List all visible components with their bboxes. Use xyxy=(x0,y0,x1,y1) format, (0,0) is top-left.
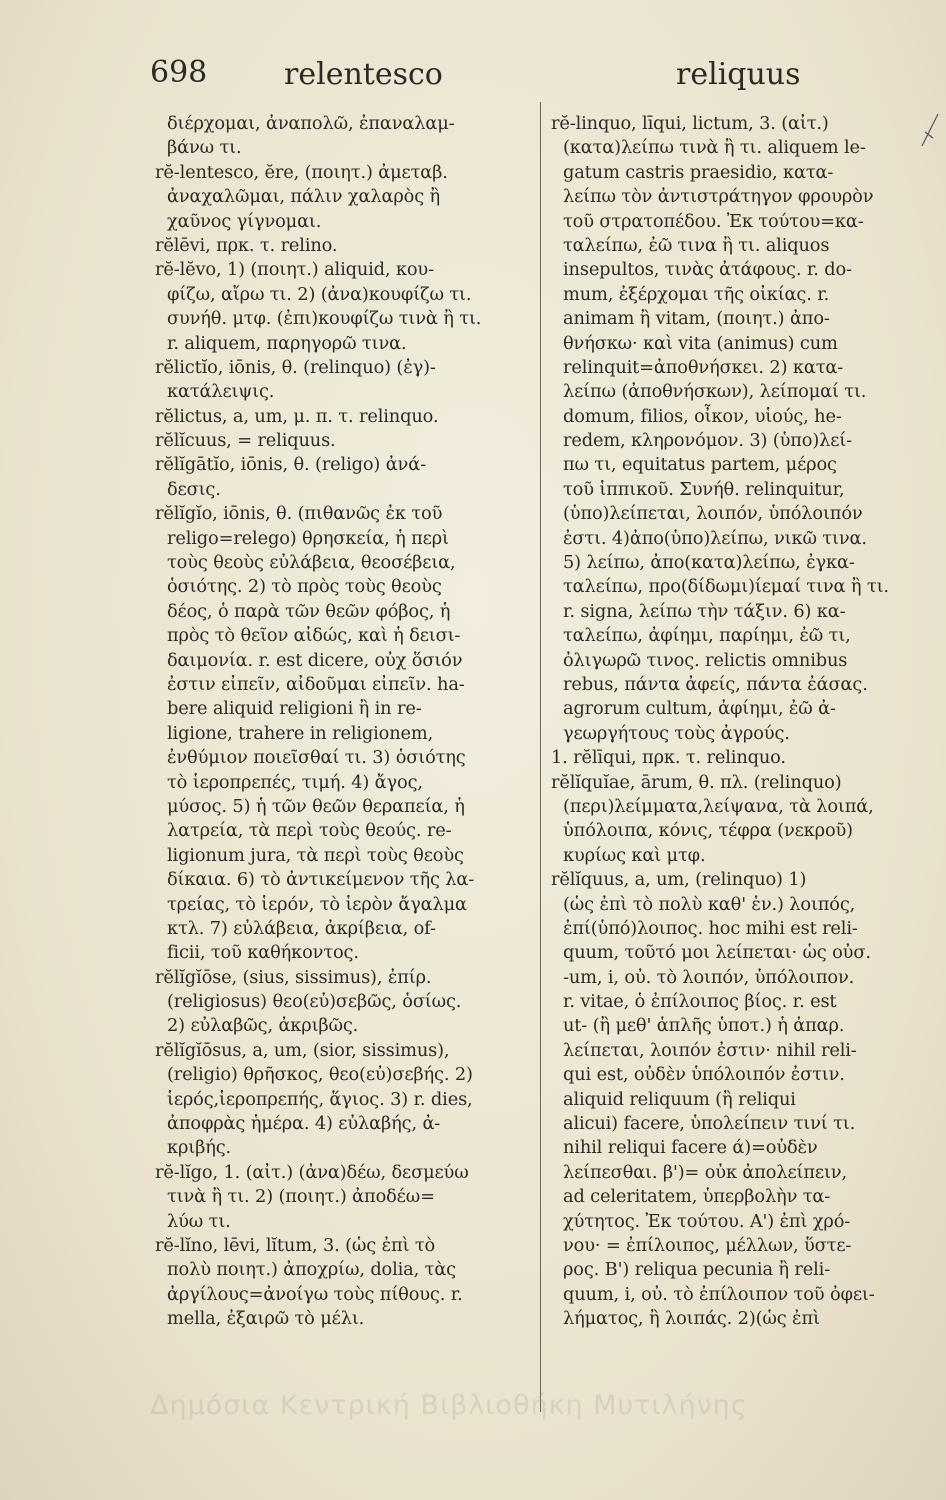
pencil-mark-icon xyxy=(919,110,941,150)
text-line: λύω τι. xyxy=(167,1210,231,1232)
text-line: πολὺ ποιητ.) ἀποχρίω, dolia, τὰς xyxy=(167,1259,456,1281)
text-line: λατρεία, τὰ περὶ τοὺς θεούς. re- xyxy=(167,820,452,842)
text-line: bere aliquid religioni ἢ in re- xyxy=(167,698,422,720)
text-line: ρος. Β') reliqua pecunia ἢ reli- xyxy=(563,1259,831,1281)
text-line: gatum castris praesidio, κατα- xyxy=(563,161,834,183)
text-line: alicui) facere, ὑπολείπειν τινί τι. xyxy=(563,1113,856,1135)
text-line: ταλείπω, ἐῶ τινα ἢ τι. aliquos xyxy=(563,234,830,256)
text-line: λείπεσθαι. β')= οὐκ ἀπολείπειν, xyxy=(563,1161,847,1183)
text-line: nihil reliqui facere ά)=οὐδὲν xyxy=(563,1137,818,1159)
text-line: redem, κληρονόμον. 3) (ὑπο)λεί- xyxy=(563,430,852,452)
text-line: rĕ-lentesco, ĕre, (ποιητ.) ἀμεταβ. xyxy=(155,161,448,183)
text-line: δεσις. xyxy=(167,478,221,500)
text-line: (religiosus) θεο(εὐ)σεβῶς, ὁσίως. xyxy=(167,991,462,1013)
text-line: ἱερός,ἱεροπρεπής, ἅγιος. 3) r. dies, xyxy=(167,1088,473,1110)
text-line: τινὰ ἢ τι. 2) (ποιητ.) ἀποδέω= xyxy=(167,1186,435,1208)
text-line: ταλείπω, προ(δίδωμι)ίεμαί τινα ἢ τι. xyxy=(563,576,889,598)
text-line: τὸ ἱεροπρεπές, τιμή. 4) ἄγος, xyxy=(167,771,423,793)
text-line: ὑπόλοιπα, κόνις, τέφρα (νεκροῦ) xyxy=(563,820,853,842)
text-line: πω τι, equitatus partem, μέρος xyxy=(563,454,837,476)
text-line: r. aliquem, παρηγορῶ τινα. xyxy=(167,332,407,354)
text-line: quum, τοῦτό μοι λείπεται· ὡς οὐσ. xyxy=(563,942,871,964)
text-line: rĕ-lĕvo, 1) (ποιητ.) aliquid, κου- xyxy=(155,259,434,281)
text-line: θνήσκω· καὶ vita (animus) cum xyxy=(563,332,838,354)
text-line: religo=relego) θρησκεία, ἡ περὶ xyxy=(167,527,449,549)
text-line: δαιμονία. r. est dicere, οὐχ ὅσιόν xyxy=(167,649,463,671)
text-line: rebus, πάντα ἀφείς, πάντα ἐάσας. xyxy=(563,673,868,695)
text-line: δίκαια. 6) τὸ ἀντικείμενον τῆς λα- xyxy=(167,869,475,891)
text-line: r. vitae, ὁ ἐπίλοιπος βίος. r. est xyxy=(563,991,837,1013)
text-line: ἀργίλους=ἀνοίγω τοὺς πίθους. r. xyxy=(167,1283,463,1305)
text-line: 5) λείπω, ἀπο(κατα)λείπω, ἐγκα- xyxy=(563,552,855,574)
text-line: ἐστιν εἰπεῖν, αἰδοῦμαι εἰπεῖν. ha- xyxy=(167,673,465,695)
text-line: ad celeritatem, ὑπερβολὴν τα- xyxy=(563,1186,831,1208)
text-line: relinquit=ἀποθνήσκει. 2) κατα- xyxy=(563,356,844,378)
text-line: rĕlĭgātĭo, iōnis, θ. (religo) ἀνά- xyxy=(155,454,426,476)
text-line: rĕlĭgĭōse, (sius, sissimus), ἐπίρ. xyxy=(155,966,432,988)
text-line: rĕlĭcuus, = reliquus. xyxy=(155,430,336,452)
text-line: insepultos, τινὰς ἀτάφους. r. do- xyxy=(563,259,852,281)
text-line: 2) εὐλαβῶς, ἀκριβῶς. xyxy=(167,1015,359,1037)
text-line: τοῦ ἱππικοῦ. Συνήθ. relinquitur, xyxy=(563,478,845,500)
text-line: ligionum jura, τὰ περὶ τοὺς θεοὺς xyxy=(167,844,464,866)
text-line: (religio) θρῆσκος, θεο(εὐ)σεβής. 2) xyxy=(167,1064,473,1086)
text-line: κτλ. 7) εὐλάβεια, ἀκρίβεια, of- xyxy=(167,917,436,939)
left-column xyxy=(155,112,529,1332)
text-line: rĕlĭquus, a, um, (relinquo) 1) xyxy=(551,869,807,891)
column-divider xyxy=(540,102,541,1412)
text-line: agrorum cultum, ἀφίημι, ἐῶ ἀ- xyxy=(563,698,836,720)
text-line: κατάλειψις. xyxy=(167,381,275,403)
library-watermark: Δημόσια Κεντρική Βιβλιοθήκη Μυτιλήνης xyxy=(150,1390,748,1421)
page-number: 698 xyxy=(150,55,208,90)
text-line: mum, ἐξέρχομαι τῆς οἰκίας. r. xyxy=(563,283,830,305)
text-line: aliquid reliquum (ἢ reliqui xyxy=(563,1088,796,1110)
text-line: rĕlictĭo, iōnis, θ. (relinquo) (ἐγ)- xyxy=(155,356,436,378)
text-line: ἀναχαλῶμαι, πάλιν χαλαρὸς ἢ xyxy=(167,186,441,208)
text-line: (ὑπο)λείπεται, λοιπόν, ὑπόλοιπόν xyxy=(563,503,863,525)
text-line: ὁσιότης. 2) τὸ πρὸς τοὺς θεοὺς xyxy=(167,576,442,598)
text-line: χύτητος. Ἐκ τούτου. Α') ἐπὶ χρό- xyxy=(563,1210,851,1232)
text-line: ἀποφρὰς ἡμέρα. 4) εὐλαβής, ἀ- xyxy=(167,1113,441,1135)
text-line: κριβής. xyxy=(167,1137,232,1159)
text-line: rĕ-lĭno, lēvi, lĭtum, 3. (ὡς ἐπὶ τὸ xyxy=(155,1234,436,1256)
text-line: διέρχομαι, ἀναπολῶ, ἐπαναλαμ- xyxy=(167,113,455,134)
right-guide-word: reliquus xyxy=(676,57,801,92)
page-header xyxy=(0,55,946,105)
text-line: τρείας, τὸ ἱερόν, τὸ ἱερὸν ἄγαλμα xyxy=(167,893,467,915)
text-line: τοῦ στρατοπέδου. Ἐκ τούτου=κα- xyxy=(563,210,864,232)
text-line: πρὸς τὸ θεῖον αἰδώς, καὶ ἡ δεισι- xyxy=(167,625,461,647)
text-line: (κατα)λείπω τινὰ ἢ τι. aliquem le- xyxy=(563,137,866,159)
text-line: ταλείπω, ἀφίημι, παρίημι, ἐῶ τι, xyxy=(563,625,851,647)
right-column xyxy=(551,112,928,1332)
text-line: -um, i, οὐ. τὸ λοιπόν, ὑπόλοιπον. xyxy=(563,966,855,988)
text-line: λείπω τὸν ἀντιστράτηγον φρουρὸν xyxy=(563,186,874,208)
text-line: (περι)λείμματα,λείψανα, τὰ λοιπά, xyxy=(563,795,874,817)
text-line: domum, filios, οἶκον, υἱούς, he- xyxy=(563,405,842,427)
text-line: λείπω (ἀποθνήσκων), λείπομαί τι. xyxy=(563,381,867,403)
text-line: νου· = ἐπίλοιπος, μέλλων, ὕστε- xyxy=(563,1234,852,1256)
text-line: ut- (ἢ μεθ' ἁπλῆς ὑποτ.) ἡ ἀπαρ. xyxy=(563,1015,845,1037)
text-line: ὀλιγωρῶ τινος. relictis omnibus xyxy=(563,649,848,671)
text-line: ligione, trahere in religionem, xyxy=(167,722,434,744)
text-line: ficii, τοῦ καθήκοντος. xyxy=(167,942,359,964)
text-line: animam ἢ vitam, (ποιητ.) ἀπο- xyxy=(563,308,830,330)
text-line: κυρίως καὶ μτφ. xyxy=(563,844,706,866)
text-line: τοὺς θεοὺς εὐλάβεια, θεοσέβεια, xyxy=(167,552,456,574)
text-line: rĕ-lĭgo, 1. (αἰτ.) (ἀνα)δέω, δεσμεύω xyxy=(155,1161,469,1183)
text-line: rĕlĭquĭae, ārum, θ. πλ. (relinquo) xyxy=(551,771,842,793)
text-line: χαῦνος γίγνομαι. xyxy=(167,210,322,232)
text-line: μύσος. 5) ἡ τῶν θεῶν θεραπεία, ἡ xyxy=(167,795,465,817)
text-line: γεωργήτους τοὺς ἀγρούς. xyxy=(563,722,790,744)
text-line: 1. rĕlīqui, πρκ. τ. relinquo. xyxy=(551,747,786,769)
text-line: rĕ-linquo, līqui, lictum, 3. (αἰτ.) xyxy=(551,113,829,134)
text-line: δέος, ὁ παρὰ τῶν θεῶν φόβος, ἡ xyxy=(167,600,451,622)
left-guide-word: relentesco xyxy=(284,57,443,92)
text-line: rĕlēvi, πρκ. τ. relino. xyxy=(155,234,338,256)
text-line: mella, ἐξαιρῶ τὸ μέλι. xyxy=(167,1308,365,1330)
text-line: rĕlĭgĭo, iōnis, θ. (πιθανῶς ἐκ τοῦ xyxy=(155,503,443,525)
text-line: βάνω τι. xyxy=(167,137,242,159)
text-line: ἐστι. 4)ἀπο(ὑπο)λείπω, νικῶ τινα. xyxy=(563,527,867,549)
text-line: λήματος, ἢ λοιπάς. 2)(ὡς ἐπὶ xyxy=(563,1308,820,1330)
text-line: ἐπί(ὑπό)λοιπος. hoc mihi est reli- xyxy=(563,917,858,939)
text-line: λείπεται, λοιπόν ἐστιν· nihil reli- xyxy=(563,1039,857,1061)
text-line: qui est, οὐδὲν ὑπόλοιπόν ἐστιν. xyxy=(563,1064,845,1086)
text-line: ἐνθύμιον ποιεῖσθαί τι. 3) ὁσιότης xyxy=(167,747,466,769)
text-line: r. signa, λείπω τὴν τάξιν. 6) κα- xyxy=(563,600,846,622)
text-line: (ὡς ἐπὶ τὸ πολὺ καθ' ἑν.) λοιπός, xyxy=(563,893,856,915)
text-line: φίζω, αἴρω τι. 2) (ἀνα)κουφίζω τι. xyxy=(167,283,472,305)
text-line: rĕlictus, a, um, μ. π. τ. relinquo. xyxy=(155,405,439,427)
text-line: συνήθ. μτφ. (ἐπι)κουφίζω τινὰ ἢ τι. xyxy=(167,308,482,330)
text-line: quum, i, οὐ. τὸ ἐπίλοιπον τοῦ ὀφει- xyxy=(563,1283,875,1305)
text-line: rĕlĭgĭōsus, a, um, (sior, sissimus), xyxy=(155,1039,450,1061)
